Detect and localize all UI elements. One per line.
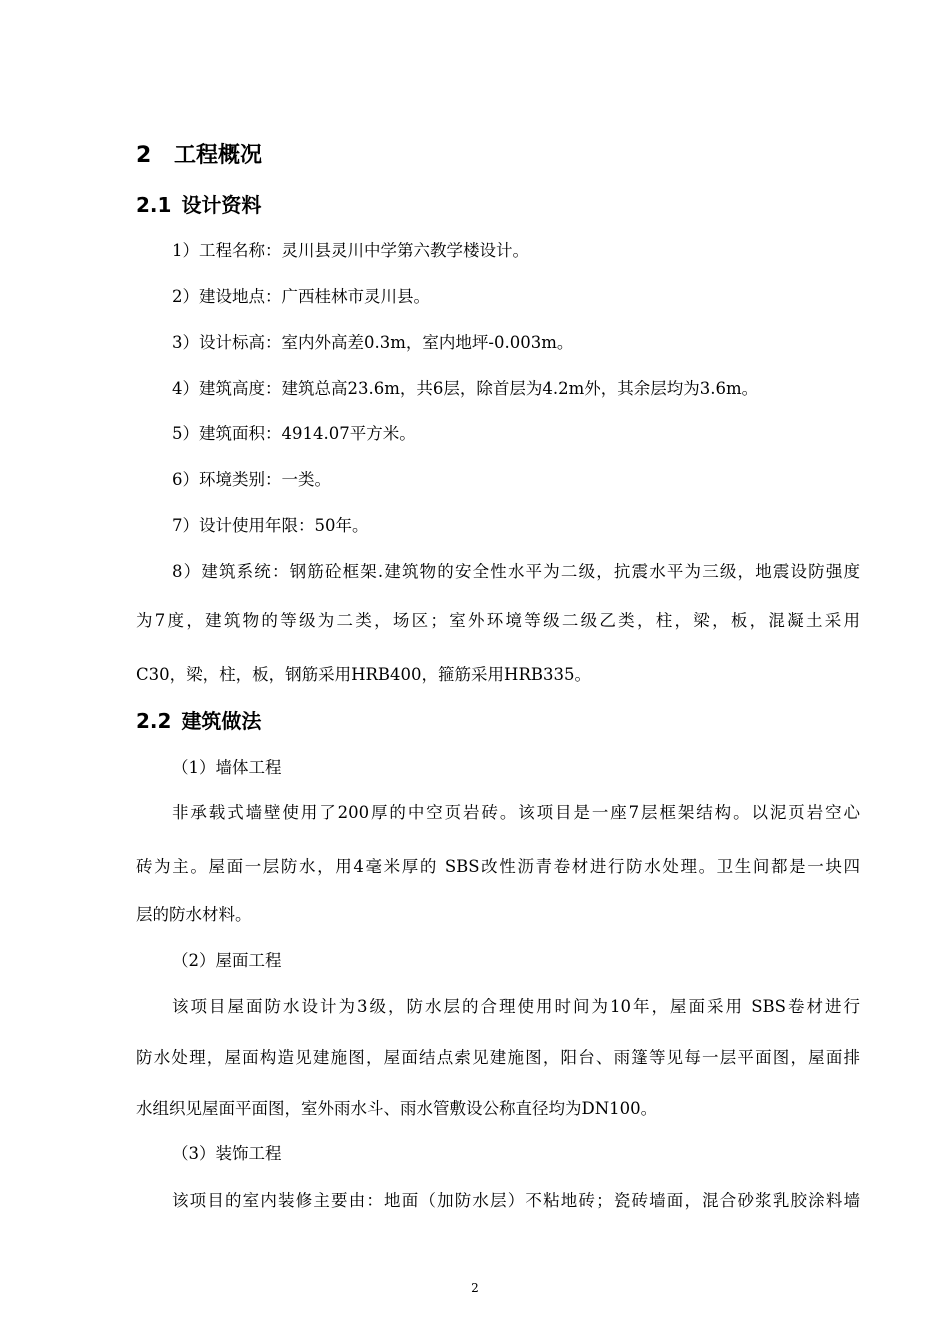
- section-title: 工程概况: [174, 143, 263, 168]
- list-item: 3）设计标高：室内外高差0.3m，室内地坪-0.003m。: [172, 333, 574, 352]
- section-heading-2: [136, 140, 262, 172]
- section-heading-2-2: [136, 706, 261, 736]
- paragraph-line: 8）建筑系统：钢筋砼框架.建筑物的安全性水平为二级，抗震水平为三级，地震设防强度: [172, 562, 860, 581]
- list-item: 1）工程名称：灵川县灵川中学第六教学楼设计。: [172, 241, 529, 260]
- paragraph-line: 防水处理，屋面构造见建施图，屋面结点索见建施图，阳台、雨篷等见每一层平面图，屋面排: [136, 1048, 860, 1067]
- paragraph-line: 水组织见屋面平面图，室外雨水斗、雨水管敷设公称直径均为DN100。: [136, 1099, 658, 1118]
- section-number: 2.2: [136, 709, 172, 733]
- page-number: 2: [471, 1281, 479, 1295]
- list-item: 4）建筑高度：建筑总高23.6m，共6层，除首层为4.2m外，其余层均为3.6m。: [172, 379, 759, 398]
- paragraph-line: 层的防水材料。: [136, 905, 252, 924]
- subsection-title: （3）装饰工程: [172, 1144, 282, 1163]
- list-item: 2）建设地点：广西桂林市灵川县。: [172, 287, 430, 306]
- list-item: 7）设计使用年限：50年。: [172, 516, 369, 535]
- section-number: 2.1: [136, 193, 172, 217]
- paragraph-line: 为7度，建筑物的等级为二类，场区；室外环境等级二级乙类，柱，梁，板，混凝土采用: [136, 611, 860, 630]
- subsection-title: （2）屋面工程: [172, 951, 282, 970]
- list-item: 6）环境类别：一类。: [172, 470, 331, 489]
- section-number: 2: [136, 143, 152, 168]
- paragraph-line: 该项目屋面防水设计为3级，防水层的合理使用时间为10年，屋面采用 SBS卷材进行: [172, 997, 860, 1016]
- section-heading-2-1: [136, 190, 261, 220]
- subsection-title: （1）墙体工程: [172, 758, 282, 777]
- paragraph-line: C30，梁，柱，板，钢筋采用HRB400，箍筋采用HRB335。: [136, 665, 591, 684]
- paragraph-line: 该项目的室内装修主要由：地面（加防水层）不粘地砖；瓷砖墙面，混合砂浆乳胶涂料墙: [172, 1191, 860, 1210]
- section-title: 设计资料: [181, 193, 262, 217]
- section-title: 建筑做法: [181, 709, 262, 733]
- paragraph-line: 非承载式墙壁使用了200厚的中空页岩砖。该项目是一座7层框架结构。以泥页岩空心: [172, 803, 860, 822]
- paragraph-line: 砖为主。屋面一层防水，用4毫米厚的 SBS改性沥青卷材进行防水处理。卫生间都是一块四: [136, 857, 860, 876]
- list-item: 5）建筑面积：4914.07平方米。: [172, 424, 416, 443]
